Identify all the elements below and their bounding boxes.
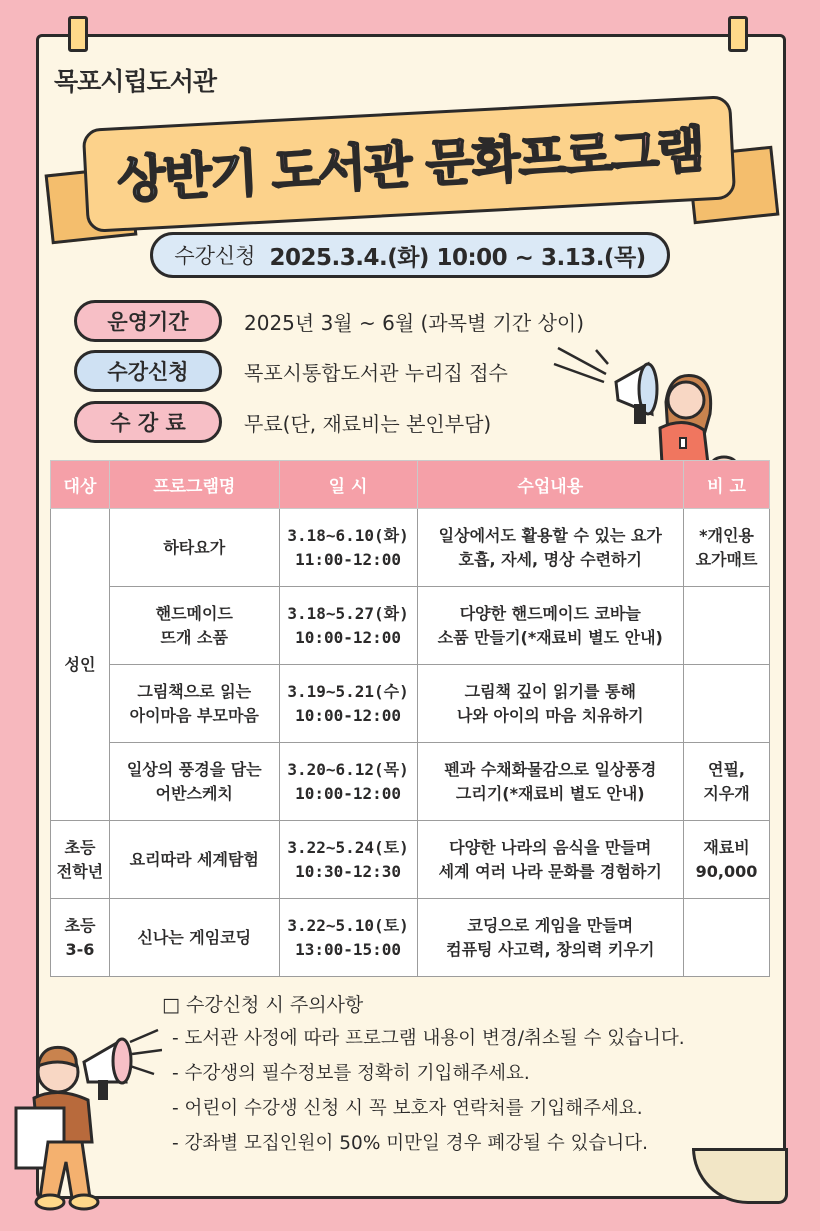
info-registration-text: 목포시통합도서관 누리집 접수 <box>244 360 508 385</box>
table-row <box>51 743 770 821</box>
note-cell <box>684 899 770 977</box>
target-cell: 성인 <box>51 509 110 821</box>
notice-item: - 도서관 사정에 따라 프로그램 내용이 변경/취소될 수 있습니다. <box>172 1028 685 1049</box>
badge-period: 운영기간 <box>74 300 222 342</box>
info-period-text: 2025년 3월 ~ 6월 (과목별 기간 상이) <box>244 310 585 335</box>
schedule-cell: 3.22~5.10(토) 13:00-15:00 <box>279 899 417 977</box>
program-name-cell: 신나는 게임코딩 <box>109 899 279 977</box>
badge-registration: 수강신청 <box>74 350 222 392</box>
info-fee-text: 무료(단, 재료비는 본인부담) <box>244 411 492 436</box>
table-row <box>51 665 770 743</box>
program-table <box>50 460 770 977</box>
target-cell: 초등 3-6 <box>51 899 110 977</box>
notice-list <box>172 1024 685 1164</box>
title-part2: 도서관 문화프로그램 <box>269 120 705 202</box>
registration-period: 2025.3.4.(화) 10:00 ~ 3.13.(목) <box>269 244 646 271</box>
info-row-period <box>74 300 584 342</box>
paper-clip-icon <box>728 16 748 52</box>
notice-item: - 강좌별 모집인원이 50% 미만일 경우 폐강될 수 있습니다. <box>172 1133 649 1154</box>
header-content: 수업내용 <box>417 461 683 509</box>
badge-fee: 수 강 료 <box>74 401 222 443</box>
boy-character-icon <box>12 1022 162 1212</box>
note-cell <box>684 665 770 743</box>
content-cell: 다양한 나라의 음식을 만들며 세계 여러 나라 문화를 경험하기 <box>417 821 683 899</box>
program-name-cell: 그림책으로 읽는 아이마음 부모마음 <box>109 665 279 743</box>
library-name: 목포시립도서관 <box>54 67 217 96</box>
schedule-cell: 3.20~6.12(목) 10:00-12:00 <box>279 743 417 821</box>
schedule-cell: 3.19~5.21(수) 10:00-12:00 <box>279 665 417 743</box>
info-row-registration <box>74 350 508 392</box>
program-name-cell: 핸드메이드 뜨개 소품 <box>109 587 279 665</box>
header-schedule: 일 시 <box>279 461 417 509</box>
note-cell <box>684 587 770 665</box>
registration-pill <box>150 232 670 278</box>
content-cell: 코딩으로 게임을 만들며 컴퓨팅 사고력, 창의력 키우기 <box>417 899 683 977</box>
table-header-row <box>51 461 770 509</box>
table-row <box>51 509 770 587</box>
paper-clip-icon <box>68 16 88 52</box>
registration-label: 수강신청 <box>174 244 256 268</box>
content-cell: 일상에서도 활용할 수 있는 요가 호흡, 자세, 명상 수련하기 <box>417 509 683 587</box>
info-row-fee <box>74 401 491 443</box>
table-row <box>51 899 770 977</box>
note-cell: *개인용 요가매트 <box>684 509 770 587</box>
table-row <box>51 587 770 665</box>
header-target: 대상 <box>51 461 110 509</box>
program-name-cell: 하타요가 <box>109 509 279 587</box>
program-name-cell: 일상의 풍경을 담는 어반스케치 <box>109 743 279 821</box>
header-program: 프로그램명 <box>109 461 279 509</box>
table-row <box>51 821 770 899</box>
notice-item: - 수강생의 필수정보를 정확히 기입해주세요. <box>172 1063 530 1084</box>
program-name-cell: 요리따라 세계탐험 <box>109 821 279 899</box>
schedule-cell: 3.18~6.10(화) 11:00-12:00 <box>279 509 417 587</box>
target-cell: 초등 전학년 <box>51 821 110 899</box>
notice-item: - 어린이 수강생 신청 시 꼭 보호자 연락처를 기입해주세요. <box>172 1098 643 1119</box>
notice-title: □ 수강신청 시 주의사항 <box>162 994 364 1016</box>
note-cell: 연필, 지우개 <box>684 743 770 821</box>
title-part1: 상반기 <box>115 144 258 210</box>
note-cell: 재료비 90,000 <box>684 821 770 899</box>
content-cell: 그림책 깊이 읽기를 통해 나와 아이의 마음 치유하기 <box>417 665 683 743</box>
content-cell: 다양한 핸드메이드 코바늘 소품 만들기(*재료비 별도 안내) <box>417 587 683 665</box>
schedule-cell: 3.18~5.27(화) 10:00-12:00 <box>279 587 417 665</box>
content-cell: 펜과 수채화물감으로 일상풍경 그리기(*재료비 별도 안내) <box>417 743 683 821</box>
header-note: 비 고 <box>684 461 770 509</box>
schedule-cell: 3.22~5.24(토) 10:30-12:30 <box>279 821 417 899</box>
